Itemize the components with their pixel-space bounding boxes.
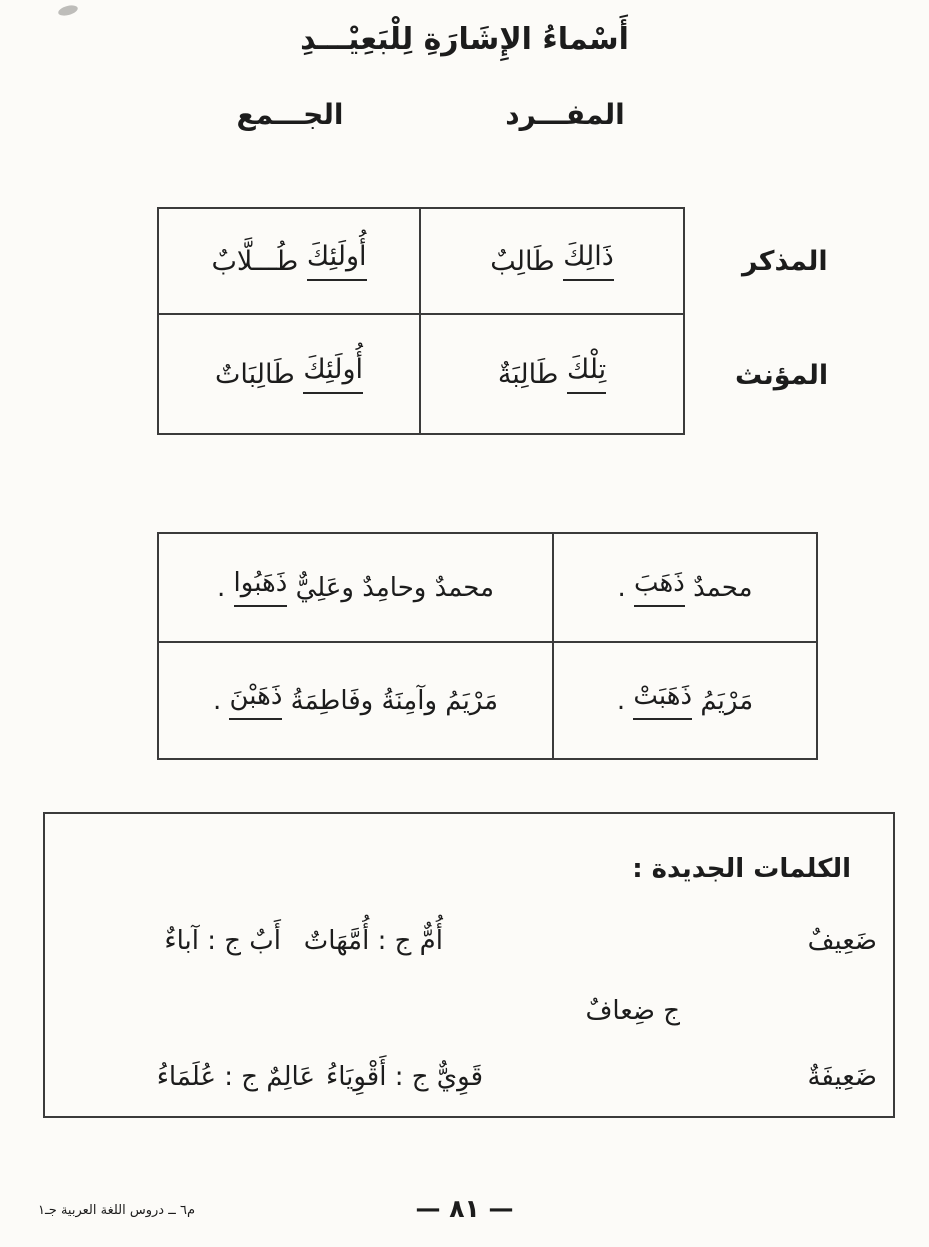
cell-masculine-plural xyxy=(159,209,419,315)
sentence-subject: محمدٌ وحامِدٌ وعَلِيٌّ xyxy=(295,572,494,603)
row-label-feminine: المؤنث xyxy=(735,360,829,391)
column-header-singular: المفـــرد xyxy=(505,98,625,131)
sentence-period: . xyxy=(617,572,626,603)
sentence-feminine-singular xyxy=(552,643,816,758)
column-header-plural: الجـــمع xyxy=(236,98,344,131)
sentence-period: . xyxy=(217,572,226,603)
page-title: أَسْماءُ الإِشَارَةِ لِلْبَعِيْـــدِ xyxy=(300,22,629,57)
vocab-father-plural: أَبٌ ج : آباءٌ xyxy=(164,926,281,956)
sentence-masculine-plural xyxy=(159,534,552,643)
vocab-mother-plural: أُمٌّ ج : أُمَّهَاتٌ xyxy=(303,926,443,956)
new-words-box xyxy=(43,812,895,1118)
noun-word: طَالِبَاتٌ xyxy=(215,358,295,390)
demonstrative-word: أُولَئِكَ xyxy=(307,241,367,281)
scan-artifact xyxy=(57,4,79,18)
vocab-weak-plural-continuation: ج ضِعافٌ xyxy=(585,996,680,1026)
sentence-subject: مَرْيَمُ وآمِنَةُ وفَاطِمَةُ xyxy=(290,685,499,716)
demonstrative-word: ذَالِكَ xyxy=(563,241,614,281)
sentence-feminine-plural xyxy=(159,643,552,758)
demonstrative-word: تِلْكَ xyxy=(567,354,606,394)
sentence-verb: ذَهَبَتْ xyxy=(633,681,692,720)
sentence-period: . xyxy=(616,685,626,716)
sentence-period: . xyxy=(212,685,222,716)
sentence-verb: ذَهَبْنَ xyxy=(229,681,282,720)
sentence-verb: ذَهَبُوا xyxy=(234,568,288,607)
vocab-weak-masculine: ضَعِيفٌ xyxy=(807,926,877,956)
cell-feminine-singular xyxy=(419,315,683,433)
cell-masculine-singular xyxy=(419,209,683,315)
cell-feminine-plural xyxy=(159,315,419,433)
noun-word: طُـــلَّابٌ xyxy=(211,245,299,277)
sentence-subject: محمدٌ xyxy=(693,572,753,603)
vocab-weak-feminine: ضَعِيفَةٌ xyxy=(807,1062,877,1092)
sentence-masculine-singular xyxy=(552,534,816,643)
demonstrative-word: أُولَئِكَ xyxy=(303,354,363,394)
footer-imprint: م٦ ــ دروس اللغة العربية جـ١ xyxy=(38,1203,196,1218)
row-label-masculine: المذكر xyxy=(742,246,828,277)
noun-word: طَالِبٌ xyxy=(490,245,555,277)
demonstratives-table xyxy=(157,207,685,435)
sentence-subject: مَرْيَمُ xyxy=(700,685,754,716)
vocab-scholar-plural: عَالِمٌ ج : عُلَمَاءُ xyxy=(156,1062,315,1092)
sentence-verb: ذَهَبَ xyxy=(634,568,685,607)
new-words-heading: الكلمات الجديدة : xyxy=(632,854,851,884)
sentences-table xyxy=(157,532,818,760)
vocab-strong-plural: قَوِيٌّ ج : أَقْوِيَاءُ xyxy=(325,1062,483,1092)
page-number: — ٨١ — xyxy=(415,1194,514,1223)
noun-word: طَالِبَةٌ xyxy=(497,358,559,390)
